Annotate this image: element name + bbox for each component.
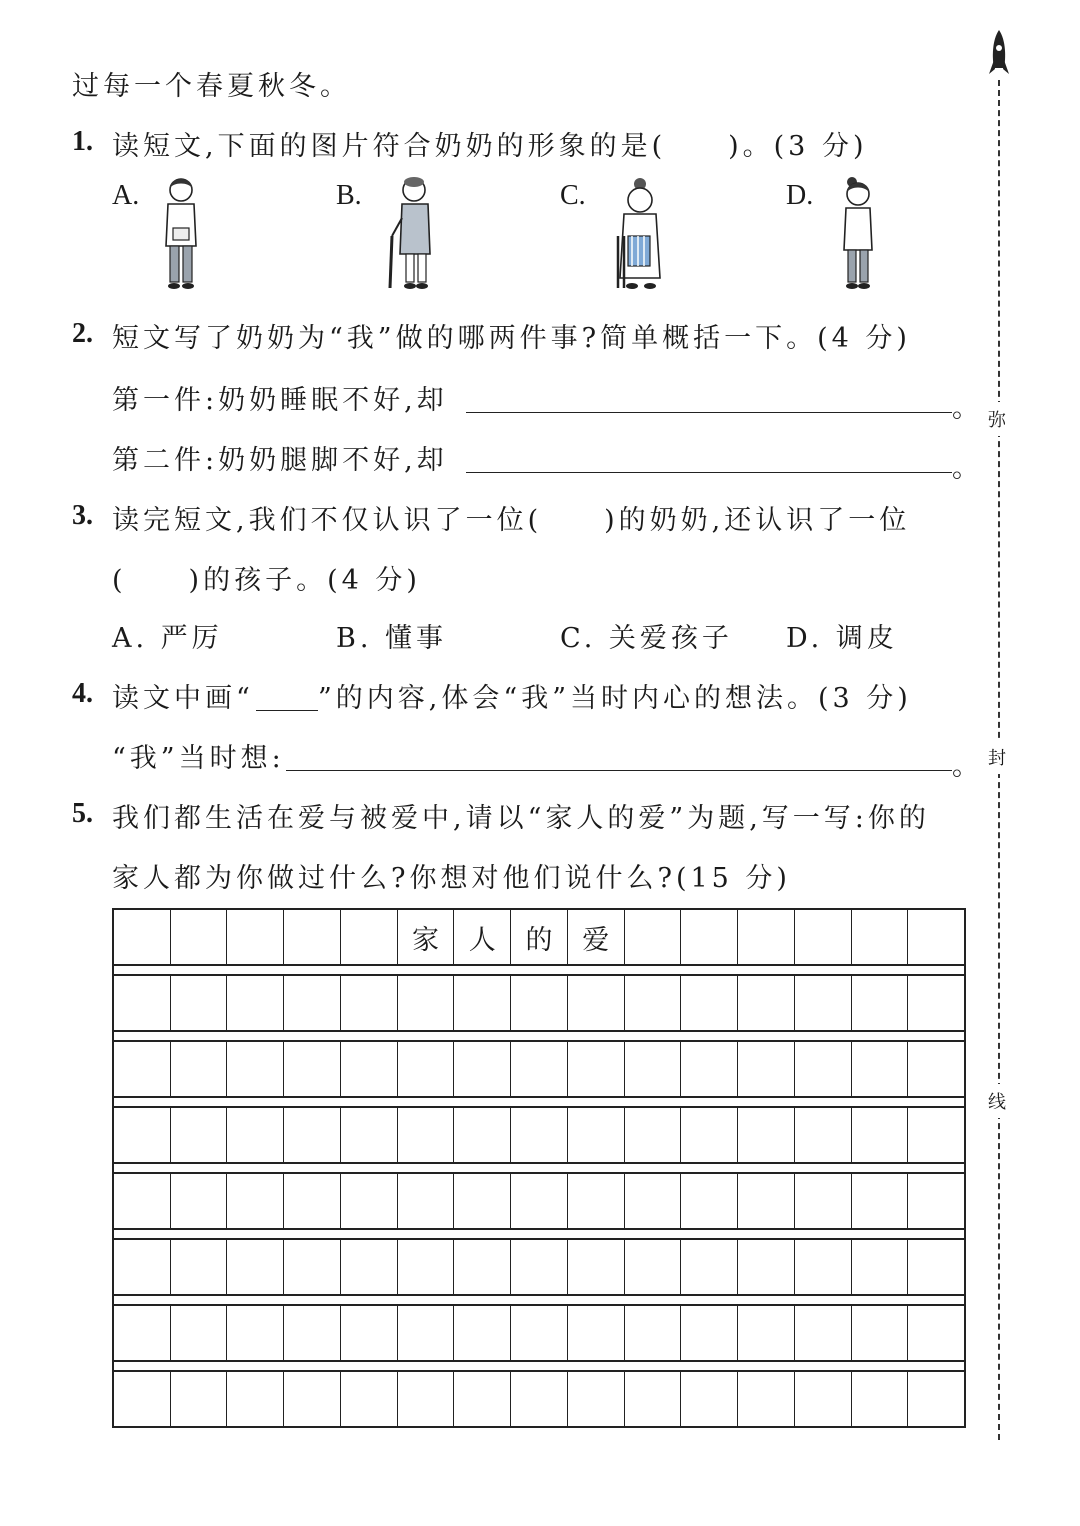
grid-cell[interactable] (738, 1306, 795, 1360)
grid-title-char[interactable]: 的 (511, 910, 568, 964)
grid-cell[interactable] (341, 910, 398, 964)
side-char-1: 弥 (988, 402, 1006, 436)
grid-cell[interactable] (625, 1372, 682, 1426)
grid-title-char[interactable]: 人 (454, 910, 511, 964)
grid-cell[interactable] (738, 976, 795, 1030)
grid-cell[interactable] (398, 1108, 455, 1162)
q1-option-b-label: B. (336, 180, 362, 211)
grid-cell[interactable] (795, 1108, 852, 1162)
grid-row-gap (112, 1098, 966, 1106)
q4-number: 4. (72, 678, 93, 709)
q2-second-answer-line[interactable] (466, 472, 952, 473)
grid-cell[interactable] (852, 1240, 909, 1294)
q2-second-prompt: 第二件:奶奶腿脚不好,却 (112, 445, 448, 476)
grid-cell[interactable] (511, 1306, 568, 1360)
grid-cell[interactable] (625, 1108, 682, 1162)
q1-option-d-label: D. (786, 180, 814, 211)
grid-cell[interactable] (511, 1042, 568, 1096)
grid-cell[interactable] (738, 1108, 795, 1162)
grid-cell[interactable] (795, 1372, 852, 1426)
grid-cell[interactable] (398, 1042, 455, 1096)
grid-cell[interactable] (908, 1108, 964, 1162)
grid-cell[interactable] (795, 910, 852, 964)
q3-text-cont: ( )的孩子。(4 分) (112, 565, 421, 596)
grid-cell[interactable] (341, 1372, 398, 1426)
grid-cell[interactable] (227, 1240, 284, 1294)
q3-text: 读完短文,我们不仅认识了一位( )的奶奶,还认识了一位 (112, 505, 911, 536)
q4-answer-line[interactable] (286, 770, 952, 771)
grid-cell[interactable] (398, 1174, 455, 1228)
grid-cell[interactable] (908, 1372, 964, 1426)
grid-row (112, 974, 966, 1032)
grid-cell[interactable] (852, 1306, 909, 1360)
composition-grid[interactable] (112, 908, 966, 1428)
grid-cell[interactable] (908, 1174, 964, 1228)
grid-cell[interactable] (284, 1042, 341, 1096)
grid-row (112, 1106, 966, 1164)
grid-cell[interactable] (625, 1240, 682, 1294)
q2-first-end: 。 (952, 393, 983, 424)
q4-text-after: ”的内容,体会“我”当时内心的想法。(3 分) (318, 683, 912, 714)
grid-cell[interactable] (852, 1372, 909, 1426)
grid-cell[interactable] (171, 910, 228, 964)
girl-figure-icon (836, 174, 880, 294)
grid-cell[interactable] (284, 976, 341, 1030)
grid-cell[interactable] (625, 1174, 682, 1228)
grid-title-char[interactable]: 爱 (568, 910, 625, 964)
q2-first-answer-line[interactable] (466, 412, 952, 413)
grid-cell[interactable] (454, 976, 511, 1030)
q4-end: 。 (952, 751, 983, 782)
grid-row-gap (112, 1032, 966, 1040)
grid-cell[interactable] (908, 910, 964, 964)
q3-option-b: B. 懂事 (336, 623, 448, 654)
grid-cell[interactable] (568, 1108, 625, 1162)
q1-number: 1. (72, 126, 93, 157)
grid-row-gap (112, 1362, 966, 1370)
grid-cell[interactable] (341, 1042, 398, 1096)
grid-row (112, 1304, 966, 1362)
grid-cell[interactable] (227, 910, 284, 964)
grid-cell[interactable] (738, 1372, 795, 1426)
grid-cell[interactable] (284, 1372, 341, 1426)
q2-text: 短文写了奶奶为“我”做的哪两件事?简单概括一下。(4 分) (112, 323, 911, 354)
grid-cell[interactable] (625, 976, 682, 1030)
grid-cell[interactable] (681, 1306, 738, 1360)
grid-cell[interactable] (398, 1372, 455, 1426)
grid-cell[interactable] (284, 1306, 341, 1360)
grid-row (112, 1238, 966, 1296)
grid-cell[interactable] (171, 976, 228, 1030)
grid-cell[interactable] (398, 1240, 455, 1294)
grid-cell[interactable] (114, 976, 171, 1030)
grid-cell[interactable] (568, 1306, 625, 1360)
grid-cell[interactable] (908, 1240, 964, 1294)
grid-cell[interactable] (454, 1306, 511, 1360)
grid-cell[interactable] (341, 1108, 398, 1162)
grid-cell[interactable] (511, 976, 568, 1030)
grid-cell[interactable] (852, 910, 909, 964)
q4-text-before: 读文中画“ (112, 683, 254, 714)
grid-cell[interactable] (738, 1240, 795, 1294)
grid-row-gap (112, 1164, 966, 1172)
grid-cell[interactable] (114, 1174, 171, 1228)
grid-cell[interactable] (114, 910, 171, 964)
q5-number: 5. (72, 798, 93, 829)
grid-cell[interactable] (171, 1306, 228, 1360)
grid-cell[interactable] (908, 1306, 964, 1360)
grid-cell[interactable] (795, 1042, 852, 1096)
grid-cell[interactable] (284, 910, 341, 964)
grid-title-char[interactable]: 家 (398, 910, 455, 964)
q3-option-a: A. 严厉 (112, 623, 223, 654)
grid-cell[interactable] (114, 1240, 171, 1294)
grid-cell[interactable] (625, 1042, 682, 1096)
grid-cell[interactable] (454, 1372, 511, 1426)
grid-cell[interactable] (852, 976, 909, 1030)
grid-cell[interactable] (114, 1306, 171, 1360)
side-char-2: 封 (988, 740, 1006, 774)
rocket-icon (986, 28, 1012, 80)
grid-cell[interactable] (681, 1042, 738, 1096)
grid-cell[interactable] (398, 976, 455, 1030)
intro-line: 过每一个春夏秋冬。 (72, 71, 351, 102)
grid-cell[interactable] (852, 1042, 909, 1096)
grid-cell[interactable] (227, 976, 284, 1030)
q1-option-a-label: A. (112, 180, 140, 211)
grid-cell[interactable] (227, 1174, 284, 1228)
grid-cell[interactable] (795, 1306, 852, 1360)
grid-cell[interactable] (454, 1108, 511, 1162)
grid-cell[interactable] (341, 1306, 398, 1360)
grid-cell[interactable] (568, 1240, 625, 1294)
elderly-woman-with-walker-icon (606, 174, 670, 294)
grid-cell[interactable] (568, 1372, 625, 1426)
grid-cell[interactable] (398, 1306, 455, 1360)
grid-cell[interactable] (454, 1042, 511, 1096)
grid-cell[interactable] (795, 1174, 852, 1228)
grid-cell[interactable] (511, 1240, 568, 1294)
grid-cell[interactable] (738, 910, 795, 964)
grid-cell[interactable] (227, 1108, 284, 1162)
grid-cell[interactable] (681, 976, 738, 1030)
q1-option-c-label: C. (560, 180, 586, 211)
grid-cell[interactable] (171, 1042, 228, 1096)
grid-cell[interactable] (681, 1174, 738, 1228)
grid-cell[interactable] (908, 1042, 964, 1096)
grid-cell[interactable] (341, 1240, 398, 1294)
grid-row (112, 1370, 966, 1428)
q3-option-d: D. 调皮 (786, 623, 898, 654)
grid-cell[interactable] (681, 1240, 738, 1294)
grid-cell[interactable] (795, 976, 852, 1030)
grid-cell[interactable] (852, 1108, 909, 1162)
grid-row (112, 1172, 966, 1230)
grid-row-gap (112, 1230, 966, 1238)
grid-cell[interactable] (227, 1372, 284, 1426)
grid-cell[interactable] (738, 1174, 795, 1228)
grid-cell[interactable] (511, 1108, 568, 1162)
q2-second-end: 。 (952, 453, 983, 484)
grid-row-gap (112, 966, 966, 974)
grid-cell[interactable] (568, 1042, 625, 1096)
grid-cell[interactable] (284, 1240, 341, 1294)
grid-cell[interactable] (171, 1174, 228, 1228)
q4-answer-label: “我”当时想: (112, 743, 285, 774)
grid-row-gap (112, 1296, 966, 1304)
grid-cell[interactable] (681, 1372, 738, 1426)
grid-cell[interactable] (341, 976, 398, 1030)
grid-cell[interactable] (511, 1174, 568, 1228)
grid-cell[interactable] (114, 1042, 171, 1096)
q1-text: 读短文,下面的图片符合奶奶的形象的是( )。(3 分) (112, 131, 868, 162)
young-woman-figure-icon (158, 174, 204, 294)
grid-row (112, 908, 966, 966)
grid-cell[interactable] (227, 1306, 284, 1360)
grid-cell[interactable] (114, 1108, 171, 1162)
q5-text: 我们都生活在爱与被爱中,请以“家人的爱”为题,写一写:你的 (112, 803, 930, 834)
grid-cell[interactable] (738, 1042, 795, 1096)
grid-row (112, 1040, 966, 1098)
grid-cell[interactable] (568, 1174, 625, 1228)
q3-number: 3. (72, 500, 93, 531)
grid-cell[interactable] (454, 1240, 511, 1294)
grid-cell[interactable] (171, 1108, 228, 1162)
grid-cell[interactable] (625, 1306, 682, 1360)
grid-cell[interactable] (171, 1372, 228, 1426)
grid-cell[interactable] (625, 910, 682, 964)
q2-number: 2. (72, 318, 93, 349)
grid-cell[interactable] (568, 976, 625, 1030)
grid-cell[interactable] (454, 1174, 511, 1228)
grid-cell[interactable] (795, 1240, 852, 1294)
grid-cell[interactable] (681, 1108, 738, 1162)
old-woman-with-cane-icon (384, 174, 444, 294)
grid-cell[interactable] (511, 1372, 568, 1426)
side-char-3: 线 (988, 1084, 1006, 1118)
grid-cell[interactable] (227, 1042, 284, 1096)
grid-cell[interactable] (171, 1240, 228, 1294)
q5-text-cont: 家人都为你做过什么?你想对他们说什么?(15 分) (112, 863, 791, 894)
grid-cell[interactable] (114, 1372, 171, 1426)
q4-underline-mark (256, 710, 318, 711)
grid-cell[interactable] (341, 1174, 398, 1228)
grid-cell[interactable] (284, 1174, 341, 1228)
grid-cell[interactable] (284, 1108, 341, 1162)
grid-cell[interactable] (852, 1174, 909, 1228)
q3-option-c: C. 关爱孩子 (560, 623, 733, 654)
grid-cell[interactable] (908, 976, 964, 1030)
grid-cell[interactable] (681, 910, 738, 964)
q2-first-prompt: 第一件:奶奶睡眠不好,却 (112, 385, 448, 416)
